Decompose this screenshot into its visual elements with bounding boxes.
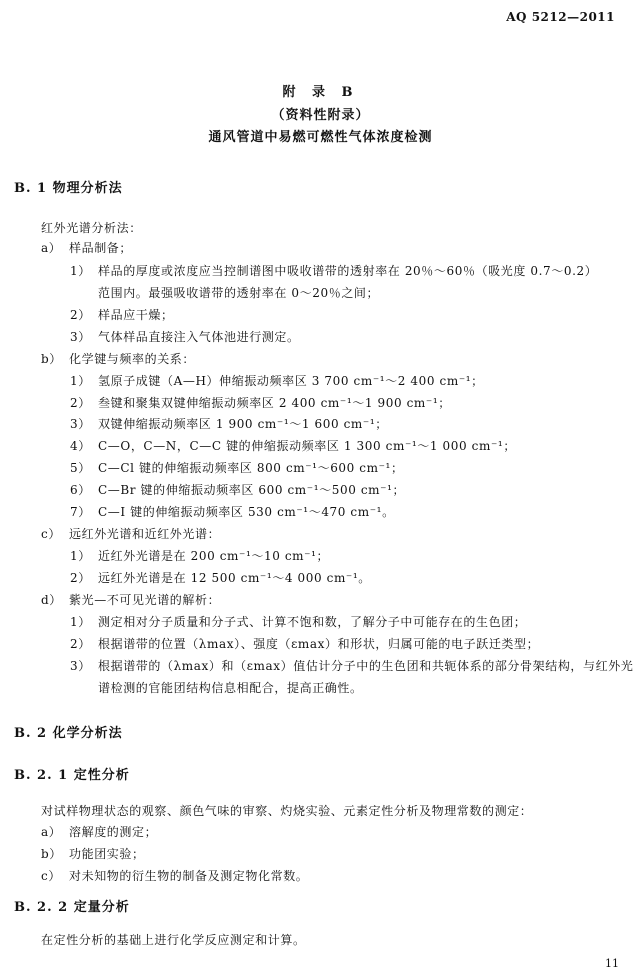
list-marker: a） xyxy=(41,241,62,255)
sub-text: 气体样品直接注入气体池进行测定。 xyxy=(98,330,300,344)
sub-text: 根据谱带的位置（λmax）、强度（εmax）和形状，归属可能的电子跃迁类型； xyxy=(98,637,540,651)
sub-marker: 1） xyxy=(70,615,91,629)
list-text: 化学键与频率的关系： xyxy=(69,352,196,366)
list-item xyxy=(41,867,308,884)
sub-item xyxy=(70,613,526,630)
list-text: 溶解度的测定； xyxy=(69,825,158,839)
sub-item xyxy=(70,481,405,498)
sub-item xyxy=(70,262,597,279)
sub-item xyxy=(70,328,300,345)
sub-item xyxy=(70,394,451,411)
sub-text: 样品的厚度或浓度应当控制谱图中吸收谱带的透射率在 20％～60％（吸光度 0.7～0.2） xyxy=(98,264,598,278)
list-marker: c） xyxy=(41,527,61,541)
sub-item xyxy=(70,306,174,323)
appendix-subject: 通风管道中易燃可燃性气体浓度检测 xyxy=(208,130,433,145)
sub-marker: 5） xyxy=(70,461,91,475)
list-item-a xyxy=(41,239,132,256)
sub-item xyxy=(70,372,484,389)
section-b22-intro: 在定性分析的基础上进行化学反应测定和计算。 xyxy=(41,933,306,947)
sub-marker: 2） xyxy=(70,571,91,585)
list-marker: d） xyxy=(41,593,62,607)
sub-marker: 2） xyxy=(70,637,91,651)
sub-item xyxy=(70,437,516,454)
sub-marker: 3） xyxy=(70,330,91,344)
sub-marker: 7） xyxy=(70,505,91,519)
sub-marker: 2） xyxy=(70,308,91,322)
sub-item xyxy=(70,635,539,652)
sub-item xyxy=(70,459,404,476)
list-text: 样品制备； xyxy=(69,241,133,255)
section-b1-intro: 红外光谱分析法： xyxy=(41,221,142,235)
list-marker: a） xyxy=(41,825,62,839)
list-marker: c） xyxy=(41,869,61,883)
sub-text: 根据谱带的（λmax）和（εmax）值估计分子中的生色团和共轭体系的部分骨架结构，与红外光 xyxy=(98,659,634,673)
list-item xyxy=(41,845,145,862)
sub-text: C—I 键的伸缩振动频率区 530 cm⁻¹～470 cm⁻¹。 xyxy=(98,505,395,519)
sub-item xyxy=(70,569,371,586)
sub-text: 远红外光谱是在 12 500 cm⁻¹～4 000 cm⁻¹。 xyxy=(98,571,371,585)
sub-marker: 3） xyxy=(70,659,91,673)
section-b22-heading: B. 2. 2 定量分析 xyxy=(14,900,130,915)
sub-text: C—O，C—N，C—C 键的伸缩振动频率区 1 300 cm⁻¹～1 000 cm⁻¹； xyxy=(98,439,516,453)
page-number: 11 xyxy=(605,957,619,970)
sub-item xyxy=(70,503,395,520)
list-item-b xyxy=(41,350,195,367)
list-text: 对未知物的衍生物的制备及测定物化常数。 xyxy=(69,869,309,883)
sub-text: 测定相对分子质量和分子式、计算不饱和数，了解分子中可能存在的生色团； xyxy=(98,615,527,629)
list-marker: b） xyxy=(41,352,62,366)
standard-code: AQ 5212—2011 xyxy=(506,10,615,24)
sub-item xyxy=(70,547,329,564)
sub-text: 样品应干燥； xyxy=(98,308,174,322)
sub-text: 叁键和聚集双键伸缩振动频率区 2 400 cm⁻¹～1 900 cm⁻¹； xyxy=(98,396,451,410)
section-b21-intro: 对试样物理状态的观察、颜色气味的审察、灼烧实验、元素定性分析及物理常数的测定： xyxy=(41,804,533,818)
sub-marker: 1） xyxy=(70,264,91,278)
list-item-d xyxy=(41,591,220,608)
sub-marker: 2） xyxy=(70,396,91,410)
section-b1-heading: B. 1 物理分析法 xyxy=(14,181,123,196)
list-item-c xyxy=(41,525,220,542)
list-text: 紫光—不可见光谱的解析： xyxy=(69,593,221,607)
sub-item-continuation: 范围内。最强吸收谱带的透射率在 0～20％之间； xyxy=(98,286,380,300)
sub-text: C—Br 键的伸缩振动频率区 600 cm⁻¹～500 cm⁻¹； xyxy=(98,483,406,497)
list-item xyxy=(41,823,157,840)
list-text: 功能团实验； xyxy=(69,847,145,861)
appendix-title: 附 录 B xyxy=(282,85,359,100)
section-b21-heading: B. 2. 1 定性分析 xyxy=(14,768,130,783)
sub-item xyxy=(70,415,388,432)
sub-marker: 4） xyxy=(70,439,91,453)
sub-item xyxy=(70,657,633,674)
appendix-type: （资料性附录） xyxy=(271,108,370,123)
sub-marker: 3） xyxy=(70,417,91,431)
sub-marker: 6） xyxy=(70,483,91,497)
sub-text: 氢原子成键（A—H）伸缩振动频率区 3 700 cm⁻¹～2 400 cm⁻¹； xyxy=(98,374,484,388)
sub-item-continuation: 谱检测的官能团结构信息相配合，提高正确性。 xyxy=(98,681,363,695)
list-marker: b） xyxy=(41,847,62,861)
sub-text: 双键伸缩振动频率区 1 900 cm⁻¹～1 600 cm⁻¹； xyxy=(98,417,388,431)
list-text: 远红外光谱和近红外光谱： xyxy=(69,527,221,541)
section-b2-heading: B. 2 化学分析法 xyxy=(14,726,123,741)
sub-text: 近红外光谱是在 200 cm⁻¹～10 cm⁻¹； xyxy=(98,549,330,563)
sub-marker: 1） xyxy=(70,374,91,388)
sub-marker: 1） xyxy=(70,549,91,563)
sub-text: C—Cl 键的伸缩振动频率区 800 cm⁻¹～600 cm⁻¹； xyxy=(98,461,404,475)
